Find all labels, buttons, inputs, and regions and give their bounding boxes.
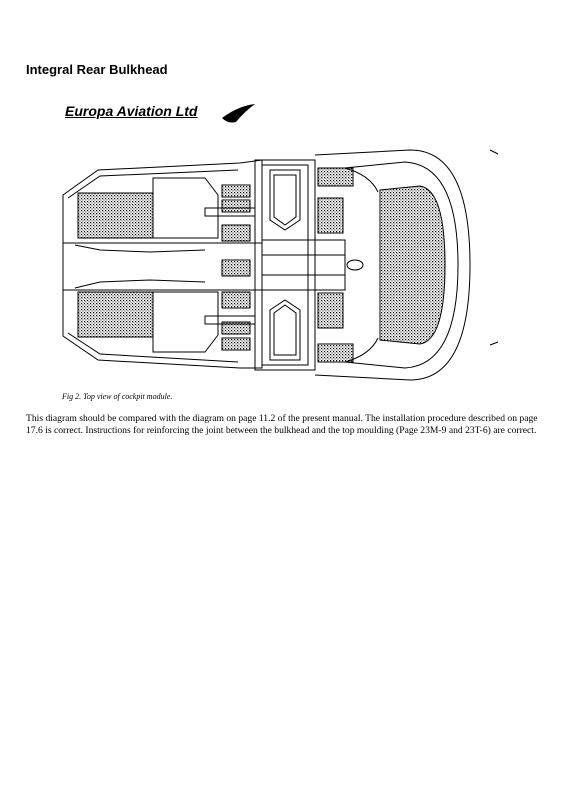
europa-logo-text: Europa Aviation Ltd	[65, 103, 198, 119]
logo-swoosh-icon	[222, 104, 255, 123]
figure-caption: Fig 2. Top view of cockpit module.	[62, 392, 173, 401]
body-paragraph: This diagram should be compared with the diagram on page 11.2 of the present manual. The installation procedure described on page 17.6 is correct. Instructions for reinforcing the joint between the bulkhead and the top moulding (Page 23M-9 and 23T-6) are correct.	[26, 413, 538, 436]
page-title: Integral Rear Bulkhead	[26, 62, 168, 77]
